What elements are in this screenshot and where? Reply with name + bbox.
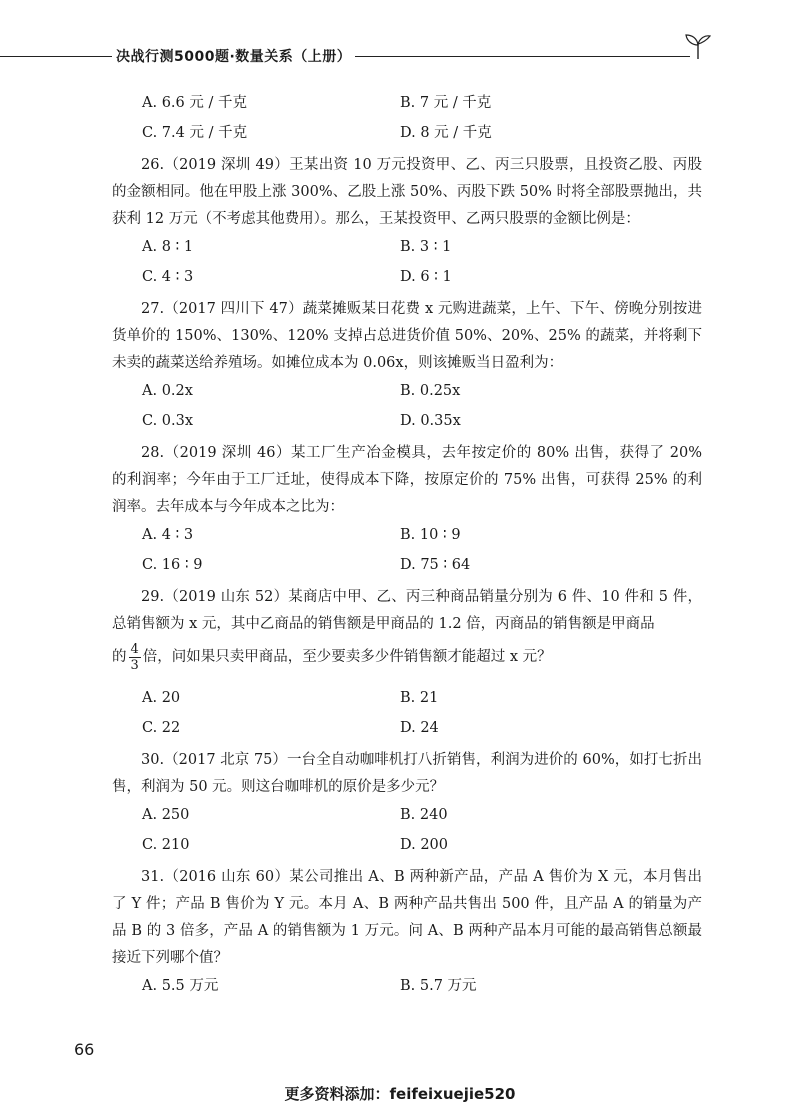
option-b: B. 240 [400, 807, 448, 823]
option-b: B. 10 ∶ 9 [400, 527, 461, 543]
option-row [112, 236, 702, 266]
option-c: C. 16 ∶ 9 [142, 557, 203, 573]
page-number: 66 [74, 1040, 95, 1059]
option-row [112, 122, 702, 152]
question-28: 28.（2019 深圳 46）某工厂生产冶金模具，去年按定价的 80% 出售，获得了 20% 的利润率；今年由于工厂迁址，使得成本下降，按原定价的 75% 出售，可获得 25% 的利润率。去年成本与今年成本之比为： [112, 445, 702, 515]
option-d: D. 200 [400, 837, 449, 853]
option-a: A. 5.5 万元 [142, 978, 219, 994]
option-row [112, 92, 702, 122]
option-d: D. 0.35x [400, 413, 461, 429]
option-row [112, 410, 702, 440]
option-c: C. 0.3x [142, 413, 194, 429]
option-a: A. 250 [142, 807, 190, 823]
header-rule-right [320, 56, 690, 57]
option-b: B. 5.7 万元 [400, 978, 477, 994]
option-c: C. 7.4 元 / 千克 [142, 125, 248, 141]
option-row [112, 687, 702, 717]
question-29-continuation [112, 642, 702, 673]
option-a: A. 0.2x [142, 383, 193, 399]
option-row [112, 975, 702, 1005]
option-a: A. 6.6 元 / 千克 [142, 95, 247, 111]
option-c: C. 4 ∶ 3 [142, 269, 194, 285]
footer-note: 更多资料添加：feifeixuejie520 [284, 1085, 516, 1103]
option-row [112, 834, 702, 864]
option-b: B. 21 [400, 690, 439, 706]
question-30: 30.（2017 北京 75）一台全自动咖啡机打八折销售，利润为进价的 60%，如打七折出售，利润为 50 元。则这台咖啡机的原价是多少元？ [112, 752, 702, 795]
question-29: 29.（2019 山东 52）某商店中甲、乙、丙三种商品销量分别为 6 件、10 件和 5 件，总销售额为 x 元，其中乙商品的销售额是甲商品的 1.2 倍，丙商品的销售额是甲商品 [112, 589, 702, 632]
option-b: B. 7 元 / 千克 [400, 95, 492, 111]
option-b: B. 0.25x [400, 383, 461, 399]
fraction-numerator: 4 [130, 642, 139, 657]
fraction-prefix: 的 [112, 649, 127, 665]
option-a: A. 8 ∶ 1 [142, 239, 194, 255]
option-b: B. 3 ∶ 1 [400, 239, 452, 255]
option-row [112, 524, 702, 554]
option-d: D. 6 ∶ 1 [400, 269, 452, 285]
option-row [112, 554, 702, 584]
option-d: D. 24 [400, 720, 439, 736]
question-26: 26.（2019 深圳 49）王某出资 10 万元投资甲、乙、丙三只股票，且投资乙股、丙股的金额相同。他在甲股上涨 300%、乙股上涨 50%、丙股下跌 50% 时将全部股票抛出，共获利 12 万元（不考虑其他费用）。那么，王某投资甲、乙两只股票的金额比例是： [112, 157, 702, 227]
header-title: 决战行测5000题·数量关系（上册） [112, 46, 355, 66]
option-a: A. 20 [142, 690, 181, 706]
header-rule-left [0, 56, 114, 57]
question-27: 27.（2017 四川下 47）蔬菜摊贩某日花费 x 元购进蔬菜，上午、下午、傍晚分别按进货单价的 150%、130%、120% 支掉占总进货价值 50%、20%、25% 的蔬菜，并将剩下未卖的蔬菜送给养殖场。如摊位成本为 0.06x，则该摊贩当日盈利为： [112, 301, 702, 371]
sprout-icon [680, 32, 716, 60]
question-content [112, 92, 702, 1005]
option-c: C. 210 [142, 837, 190, 853]
fraction-denominator: 3 [130, 658, 139, 673]
option-d: D. 8 元 / 千克 [400, 125, 492, 141]
question-31: 31.（2016 山东 60）某公司推出 A、B 两种新产品，产品 A 售价为 X 元，本月售出了 Y 件；产品 B 售价为 Y 元。本月 A、B 两种产品共售出 500 件，且产品 A 的销量为产品 B 的 3 倍多，产品 A 的销售额为 1 万元。问 A、B 两种产品本月可能的最高销售总额最接近下列哪个值？ [112, 869, 702, 966]
fraction [129, 642, 141, 673]
option-row [112, 717, 702, 747]
option-c: C. 22 [142, 720, 181, 736]
option-row [112, 380, 702, 410]
question-29-tail: 倍，问如果只卖甲商品，至少要卖多少件销售额才能超过 x 元？ [142, 649, 552, 665]
option-row [112, 266, 702, 296]
option-a: A. 4 ∶ 3 [142, 527, 194, 543]
option-d: D. 75 ∶ 64 [400, 557, 471, 573]
option-row [112, 804, 702, 834]
